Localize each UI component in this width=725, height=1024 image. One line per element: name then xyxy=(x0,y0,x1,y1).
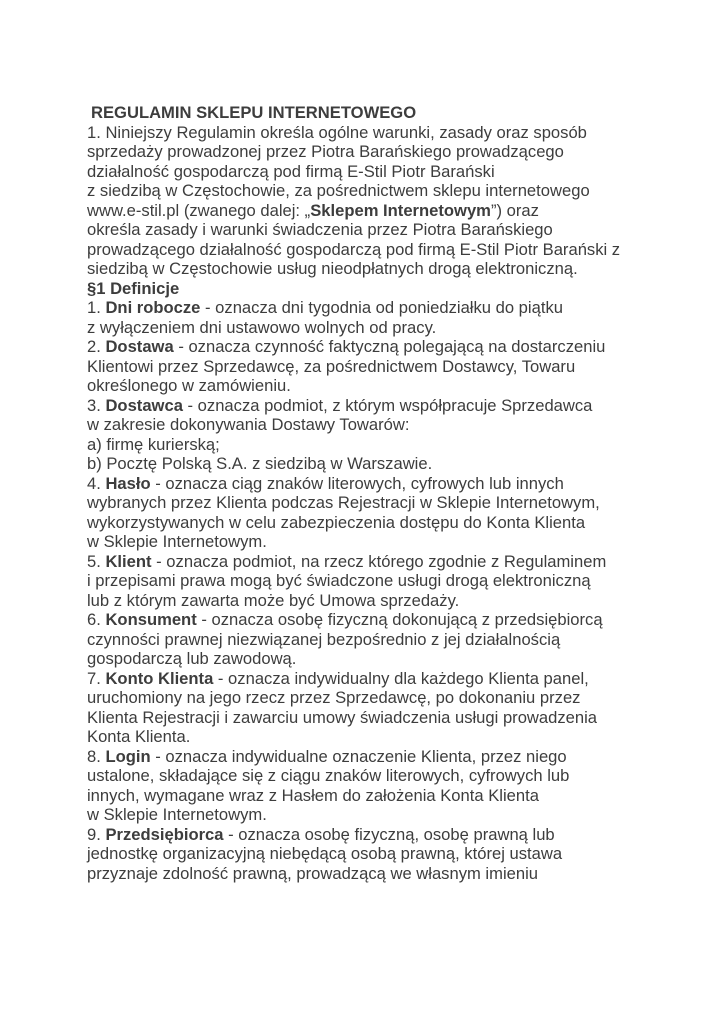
definition-line xyxy=(87,337,647,357)
definition-line: w Sklepie Internetowym. xyxy=(87,532,267,551)
definition-line: uruchomiony na jego rzecz przez Sprzedawcę, po dokonaniu przez xyxy=(87,688,581,707)
intro-line: sprzedaży prowadzonej przez Piotra Barańskiego prowadzącego xyxy=(87,142,564,161)
definition-item xyxy=(87,337,647,396)
section-heading: §1 Definicje xyxy=(87,278,180,298)
intro-text: www.e-stil.pl (zwanego dalej: „ xyxy=(87,200,311,220)
definition-term: Przedsiębiorca xyxy=(105,824,224,844)
intro-paragraph xyxy=(87,123,647,279)
definition-line: Klienta Rejestracji i zawarciu umowy świadczenia usługi prowadzenia xyxy=(87,707,598,727)
definition-line: przyznaje zdolność prawną, prowadzącą we własnym imieniu xyxy=(87,863,539,883)
definition-line: innych, wymagane wraz z Hasłem do założenia Konta Klienta xyxy=(87,785,539,805)
definition-item xyxy=(87,669,647,747)
intro-line: siedzibą w Częstochowie usług nieodpłatnych drogą elektroniczną. xyxy=(87,259,578,278)
definition-line: Konta Klienta. xyxy=(87,727,191,746)
definition-line: ustalone, składające się z ciągu znaków literowych, cyfrowych lub xyxy=(87,766,570,785)
defined-term-sklep: Sklepem Internetowym xyxy=(310,200,491,220)
definition-number: 4. xyxy=(87,473,106,493)
definition-line: i przepisami prawa mogą być świadczone usługi drogą elektroniczną xyxy=(87,571,591,590)
definition-text: - oznacza podmiot, z którym współpracuje Sprzedawca xyxy=(182,395,593,415)
definition-line xyxy=(87,610,647,630)
intro-line: z siedzibą w Częstochowie, za pośrednictwem sklepu internetowego xyxy=(87,181,590,200)
definition-line xyxy=(87,825,647,845)
definition-item xyxy=(87,552,647,611)
definition-text: - oznacza osobę fizyczną, osobę prawną lub xyxy=(223,824,555,844)
definition-number: 8. xyxy=(87,746,106,766)
intro-line: działalność gospodarczą pod firmą E-Stil Piotr Barański xyxy=(87,161,495,181)
definition-number: 5. xyxy=(87,551,106,571)
definition-term: Hasło xyxy=(105,473,151,493)
definition-term: Dostawca xyxy=(105,395,183,415)
definition-item xyxy=(87,396,647,474)
definition-text: - oznacza ciąg znaków literowych, cyfrowych lub innych xyxy=(150,473,564,493)
definition-line: gospodarczą lub zawodową. xyxy=(87,649,297,668)
definition-item xyxy=(87,474,647,552)
definition-item xyxy=(87,825,647,884)
definition-line: lub z którym zawarta może być Umowa sprzedaży. xyxy=(87,590,460,610)
definition-number: 1. xyxy=(87,298,106,317)
definition-line: Klientowi przez Sprzedawcę, za pośrednictwem Dostawcy, Towaru xyxy=(87,356,576,376)
definition-line: z wyłączeniem dni ustawowo wolnych od pracy. xyxy=(87,317,437,337)
definition-line xyxy=(87,298,647,318)
definition-line: wybranych przez Klienta podczas Rejestracji w Sklepie Internetowym, xyxy=(87,493,600,512)
definition-term: Dni robocze xyxy=(105,298,201,317)
definition-item xyxy=(87,747,647,825)
definition-line: w Sklepie Internetowym. xyxy=(87,805,267,824)
definition-line xyxy=(87,552,647,572)
definition-term: Dostawa xyxy=(105,337,174,356)
definition-number: 2. xyxy=(87,337,106,356)
intro-text: ”) oraz xyxy=(490,200,539,220)
intro-line: 1. Niniejszy Regulamin określa ogólne warunki, zasady oraz sposób xyxy=(87,122,587,142)
intro-line: określa zasady i warunki świadczenia przez Piotra Barańskiego xyxy=(87,220,553,239)
definition-text: - oznacza indywidualny dla każdego Klienta panel, xyxy=(213,668,589,688)
definition-text: - oznacza czynność faktyczną polegającą na dostarczeniu xyxy=(173,337,606,356)
document-title: REGULAMIN SKLEPU INTERNETOWEGO xyxy=(91,103,417,122)
definition-number: 3. xyxy=(87,395,106,415)
definition-term: Klient xyxy=(105,551,152,571)
definition-text: - oznacza podmiot, na rzecz którego zgodnie z Regulaminem xyxy=(151,551,607,571)
definition-text: - oznacza indywidualne oznaczenie Klienta, przez niego xyxy=(150,746,567,766)
intro-line xyxy=(87,201,647,221)
definition-line xyxy=(87,669,647,689)
definition-line: w zakresie dokonywania Dostawy Towarów: xyxy=(87,415,410,434)
definition-line xyxy=(87,747,647,767)
definition-line: wykorzystywanych w celu zabezpieczenia dostępu do Konta Klienta xyxy=(87,512,586,532)
definition-number: 6. xyxy=(87,610,106,629)
definition-item xyxy=(87,298,647,337)
definition-number: 9. xyxy=(87,824,106,844)
definition-line: określonego w zamówieniu. xyxy=(87,376,291,395)
definition-item xyxy=(87,610,647,669)
definition-line: czynności prawnej niezwiązanej bezpośrednio z jej działalnością xyxy=(87,629,561,649)
definition-term: Konto Klienta xyxy=(105,668,214,688)
definition-number: 7. xyxy=(87,668,106,688)
definition-line: jednostkę organizacyjną niebędącą osobą prawną, której ustawa xyxy=(87,844,563,863)
intro-line: prowadzącego działalność gospodarczą pod firmą E-Stil Piotr Barański z xyxy=(87,239,621,259)
document-page xyxy=(87,103,647,883)
definition-text: - oznacza dni tygodnia od poniedziałku do piątku xyxy=(200,298,563,317)
definition-line xyxy=(87,474,647,494)
definition-term: Login xyxy=(105,746,151,766)
definition-line: b) Pocztę Polską S.A. z siedzibą w Warszawie. xyxy=(87,454,433,473)
definition-line xyxy=(87,396,647,416)
definition-line: a) firmę kurierską; xyxy=(87,434,220,454)
definition-term: Konsument xyxy=(105,610,197,629)
definition-text: - oznacza osobę fizyczną dokonującą z przedsiębiorcą xyxy=(196,610,603,629)
